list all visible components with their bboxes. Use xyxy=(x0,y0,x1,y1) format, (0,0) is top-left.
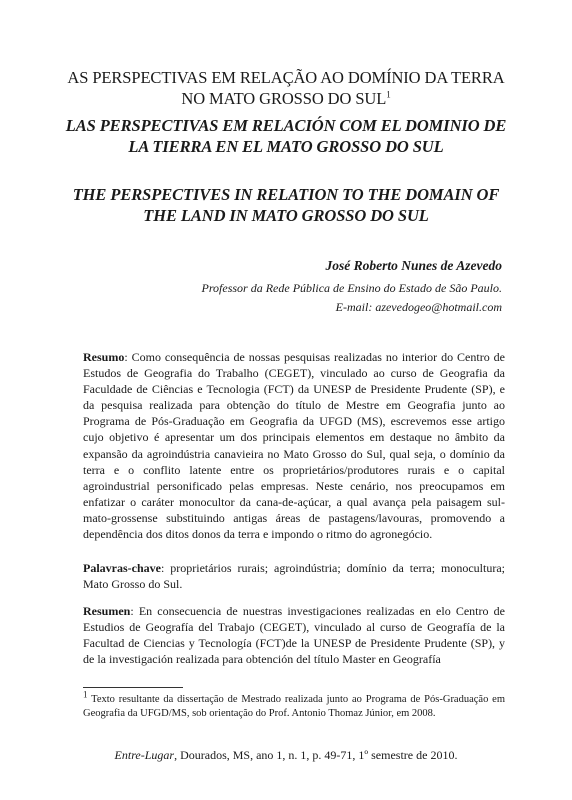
author-email-line xyxy=(201,298,502,317)
title-portuguese-text: AS PERSPECTIVAS EM RELAÇÃO AO DOMÍNIO DA TERRA NO MATO GROSSO DO SUL xyxy=(67,68,505,108)
title-spanish: LAS PERSPECTIVAS EM RELACIÓN COM EL DOMINIO DE LA TIERRA EN EL MATO GROSSO DO SUL xyxy=(65,116,507,156)
abstract-label: Resumo xyxy=(83,350,125,364)
title-portuguese xyxy=(60,67,512,109)
footnote-marker: 1 xyxy=(83,689,88,700)
abstract-portuguese xyxy=(83,349,505,542)
email-address: azevedogeo@hotmail.com xyxy=(375,300,502,314)
journal-name: Entre-Lugar xyxy=(114,748,175,762)
email-label: E-mail: xyxy=(335,300,373,314)
author-name: José Roberto Nunes de Azevedo xyxy=(325,258,502,273)
keywords-text: : proprietários rurais; agroindústria; domínio da terra; monocultura; Mato Grosso do Sul. xyxy=(83,561,505,592)
page-footer xyxy=(0,748,572,763)
title-footnote-marker: 1 xyxy=(386,89,391,100)
keywords-portuguese xyxy=(83,560,505,592)
keywords-label: Palavras-chave xyxy=(83,561,161,575)
citation-details: , Dourados, MS, ano 1, n. 1, p. 49-71, 1º semestre de 2010. xyxy=(174,748,458,762)
abstract-spanish xyxy=(83,603,505,667)
resumen-text: : En consecuencia de nuestras investigaciones realizadas en elo Centro de Estudios de Geografía del Trabajo (CEGET), vinculado al curso de Geografía de la Facultad de Ciencias y Tecnología (FCT)de la UNESP de Presidente Prudente (SP), y de la investigación realizada para obtención del título Master en Geografía xyxy=(83,604,505,667)
author-affiliation: Professor da Rede Pública de Ensino do Estado de São Paulo. xyxy=(201,281,502,295)
abstract-text: : Como consequência de nossas pesquisas realizadas no interior do Centro de Estudos de Geografia do Trabalho (CEGET), vinculado ao curso de Geografia da Faculdade de Ciências e Tecnologia (FCT) da UNESP de Presidente Prudente (SP), e da pesquisa realizada para obtenção do título de Mestre em Geografia junto ao Programa de Pós-Graduação em Geografia da UFGD (MS), escrevemos esse artigo cujo objetivo é apresentar um dos principais elementos em destaque no âmbito da expansão da agroindústria canavieira no Mato Grosso do Sul, qual seja, o domínio da terra e o conflito latente entre os proprietários/produtores rurais e o capital agroindustrial personificado pelas empresas. Neste cenário, nos preocupamos em enfatizar o caráter monocultor da cana-de-açúcar, a qual avança pela paisagem sul-mato-grossense substituindo antigas áreas de pastagens/lavouras, promovendo a dependência dos ditos donos da terra e impondo o ritmo do agronegócio. xyxy=(83,350,505,542)
footnote xyxy=(83,689,505,721)
footnote-text: Texto resultante da dissertação de Mestrado realizada junto ao Programa de Pós-Graduação em Geografia da UFGD/MS, sob orientação do Prof. Antonio Thomaz Júnior, em 2008. xyxy=(83,694,505,719)
footnote-divider xyxy=(83,687,183,688)
title-english: THE PERSPECTIVES IN RELATION TO THE DOMAIN OF THE LAND IN MATO GROSSO DO SUL xyxy=(72,185,500,225)
resumen-label: Resumen xyxy=(83,604,131,618)
author-affiliation-block xyxy=(201,279,502,317)
